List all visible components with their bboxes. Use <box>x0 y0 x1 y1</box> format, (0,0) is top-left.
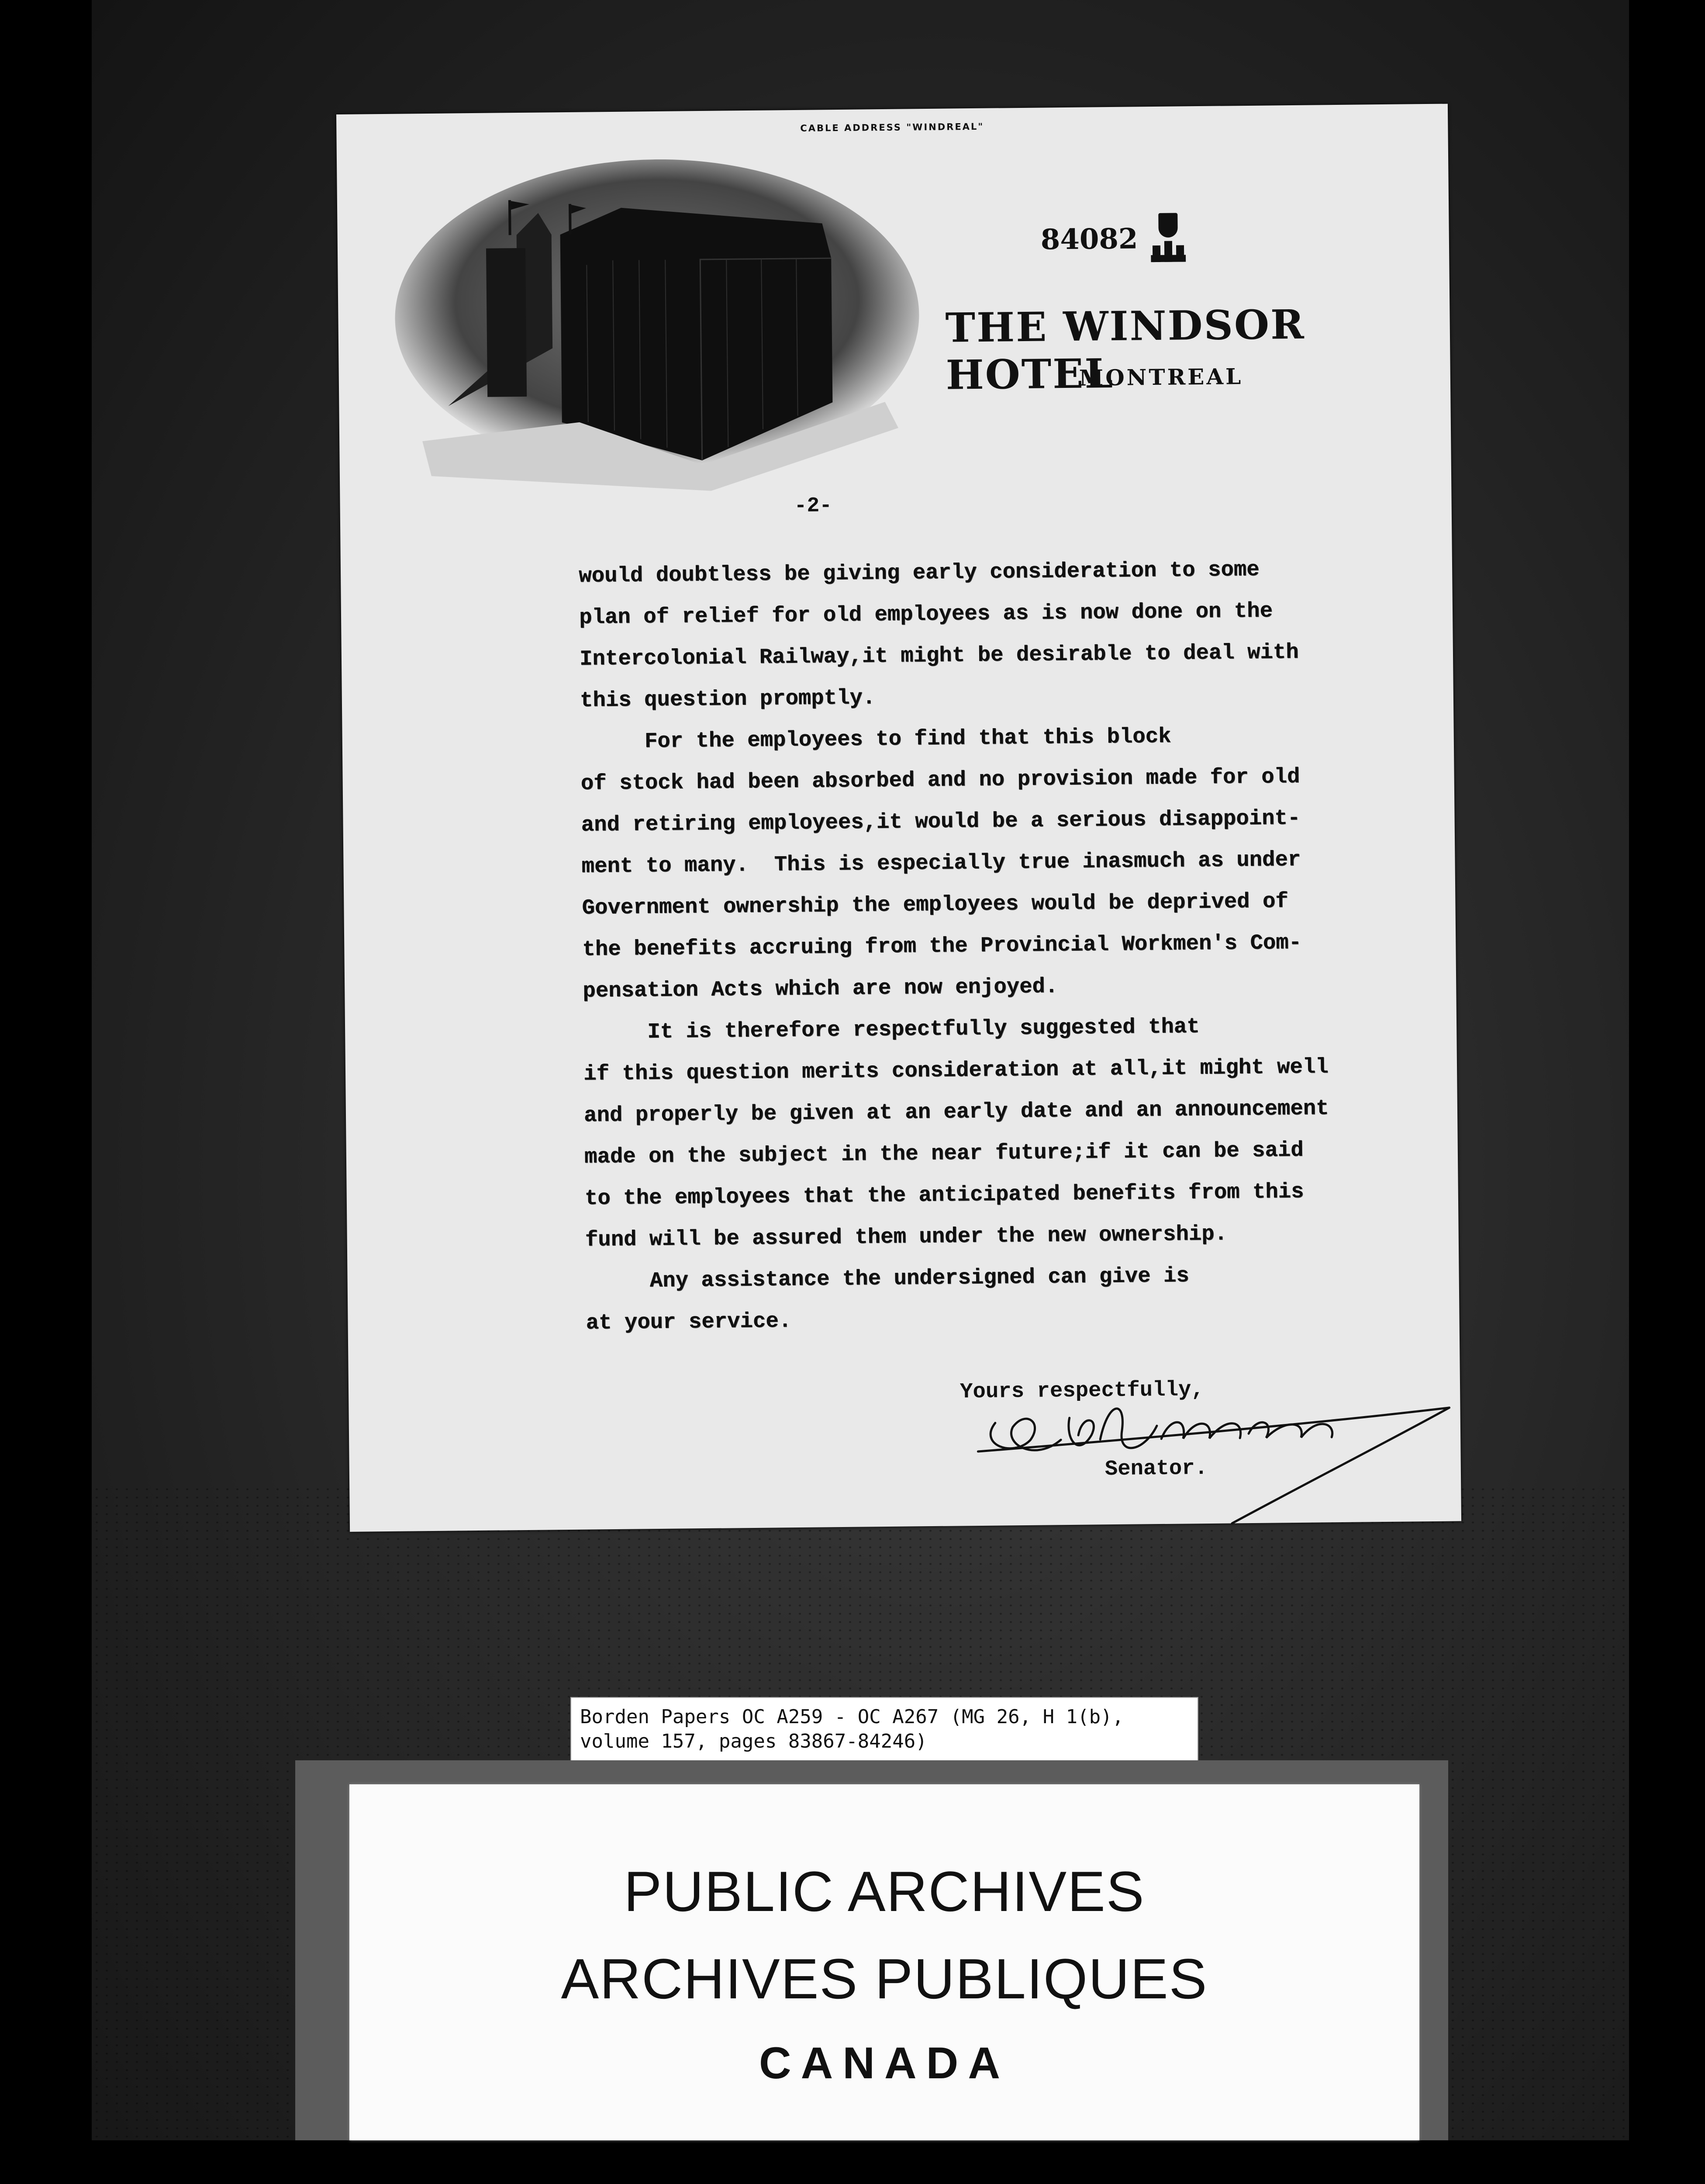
letter-line: Intercolonial Railway,it might be desirable to deal with <box>579 639 1299 671</box>
hotel-city: MONTREAL <box>1079 363 1243 391</box>
letter-line: would doubtless be giving early consideration to some <box>578 557 1260 588</box>
letter-line: For the employees to find that this block <box>580 724 1171 754</box>
letter-line: to the employees that the anticipated benefits from this <box>584 1179 1304 1211</box>
letter-line: of stock had been absorbed and no provision made for old <box>580 764 1300 796</box>
letter-line: ment to many. This is especially true inasmuch as under <box>581 847 1301 879</box>
letter-line: and retiring employees,it would be a serious disappoint- <box>581 805 1301 837</box>
archives-title-fr: ARCHIVES PUBLIQUES <box>561 1947 1208 2011</box>
letter-line: and properly be given at an early date and an announcement <box>583 1096 1329 1128</box>
citation-line: volume 157, pages 83867-84246) <box>580 1730 927 1752</box>
letter-line: plan of relief for old employees as is now done on the <box>579 598 1273 630</box>
cable-address: CABLE ADDRESS "WINDREAL" <box>800 121 984 134</box>
letter-line: the benefits accruing from the Provincial Workmen's Com- <box>582 930 1302 962</box>
letter-line: at your service. <box>586 1309 792 1335</box>
signer-title: Senator. <box>1104 1455 1208 1482</box>
archives-title-en: PUBLIC ARCHIVES <box>624 1859 1145 1923</box>
letter-sheet <box>336 104 1461 1532</box>
letter-line: pensation Acts which are now enjoyed. <box>583 974 1058 1003</box>
letter-closing: Yours respectfully, <box>959 1377 1205 1404</box>
letter-line: this question promptly. <box>580 685 876 713</box>
page-number: -2- <box>794 494 832 518</box>
castle-crest-icon <box>1151 237 1186 264</box>
letter-body <box>579 548 1385 1344</box>
document-number: 84082 <box>1040 222 1138 256</box>
citation-line: Borden Papers OC A259 - OC A267 (MG 26, H 1(b), <box>580 1706 1124 1728</box>
letter-line: It is therefore respectfully suggested that <box>583 1014 1200 1045</box>
letter-line: Government ownership the employees would be deprived of <box>582 889 1288 920</box>
hotel-name: THE WINDSOR HOTEL <box>945 301 1306 399</box>
letter-line: fund will be assured them under the new ownership. <box>585 1221 1228 1252</box>
letter-line: if this question merits consideration at all,it might well <box>583 1054 1329 1086</box>
letter-line: made on the subject in the near future;if it can be said <box>584 1137 1304 1169</box>
archives-card <box>349 1784 1419 2140</box>
crest-shield-icon <box>1158 213 1178 238</box>
hotel-illustration <box>393 157 921 494</box>
letter-line: Any assistance the undersigned can give is <box>585 1263 1189 1294</box>
archives-country: CANADA <box>759 2038 1010 2088</box>
handwritten-signature <box>960 1370 1459 1532</box>
